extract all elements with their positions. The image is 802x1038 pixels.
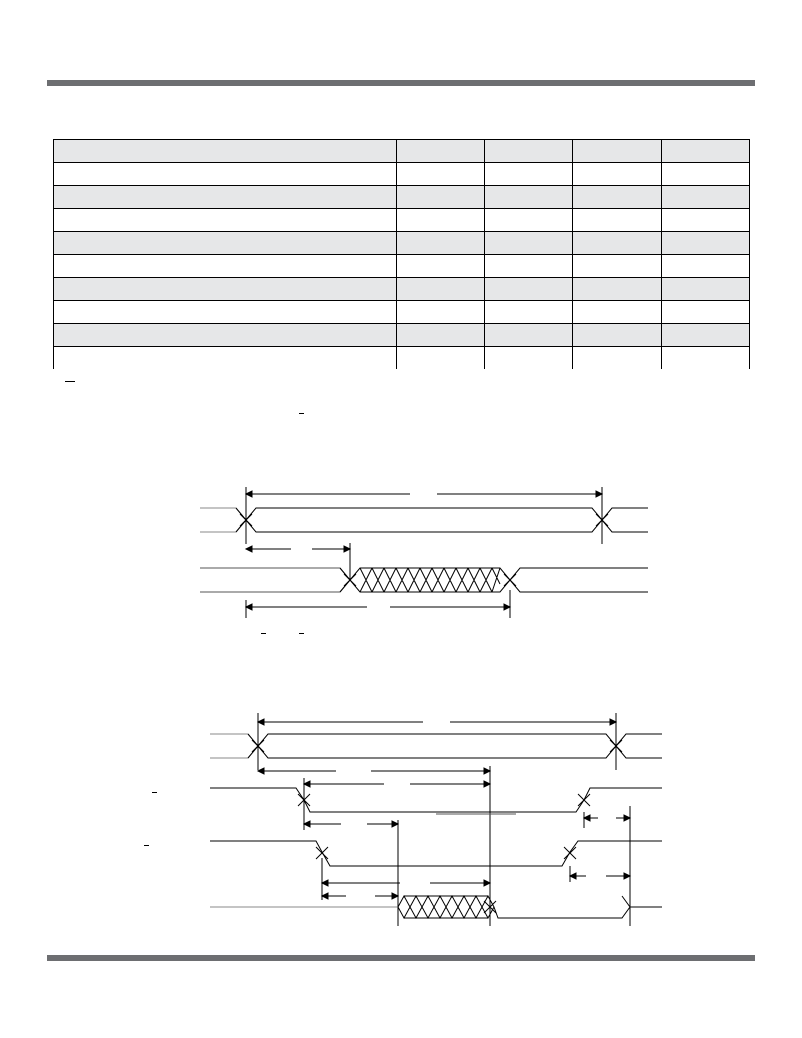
- address-valid-dimension: [258, 768, 490, 774]
- write-pulse-dimension: [322, 858, 490, 900]
- transition-marker: [316, 847, 328, 859]
- write-cycle-dimension: [258, 713, 616, 770]
- write-enable-waveform: [210, 841, 662, 866]
- hold-dimension: [570, 866, 630, 882]
- recovery-dimension: [584, 806, 630, 926]
- footer-rule: [47, 955, 755, 961]
- setup-dimension: [304, 820, 398, 926]
- transition-marker: [564, 847, 576, 859]
- address-waveform: [210, 734, 662, 758]
- chip-enable-waveform: [210, 788, 662, 812]
- data-in-waveform: [210, 896, 662, 918]
- transition-marker: [578, 794, 590, 806]
